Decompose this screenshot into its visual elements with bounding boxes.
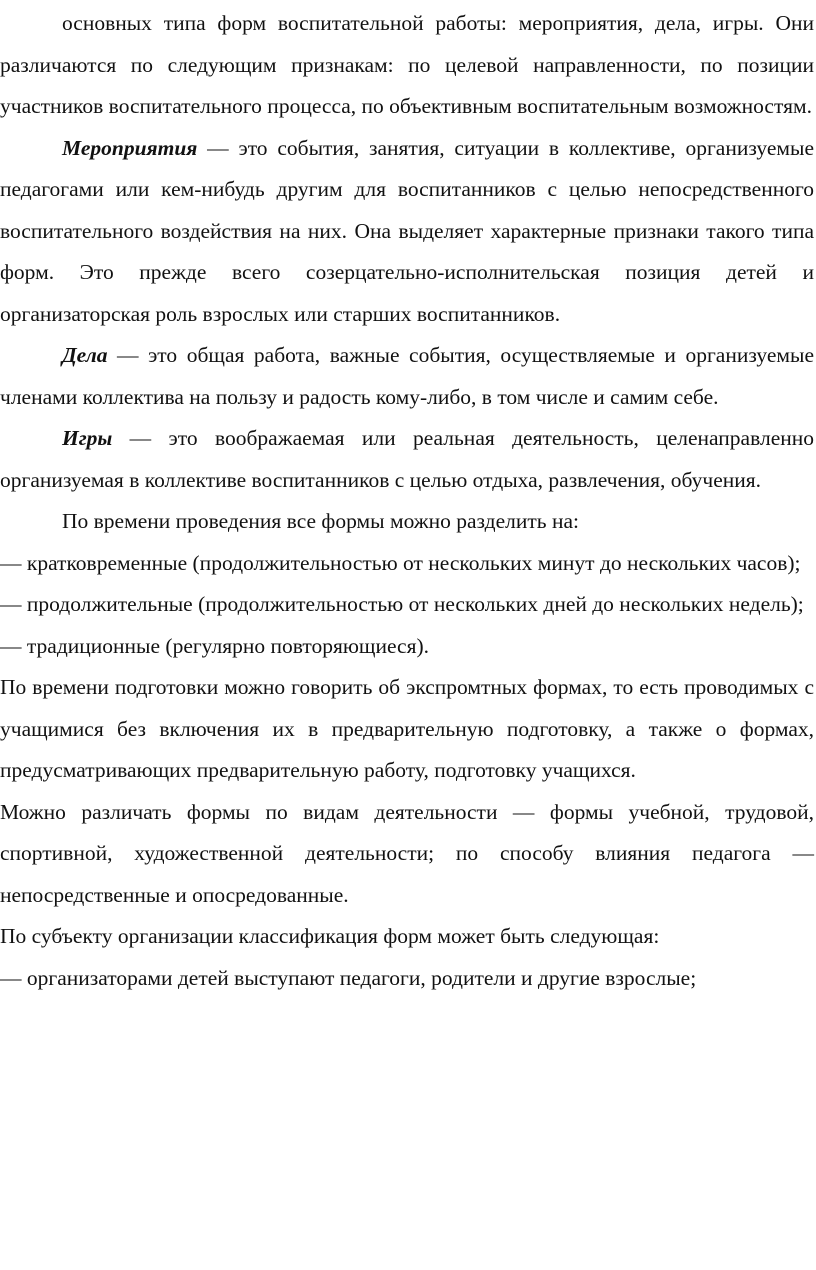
paragraph-text: — это общая работа, важные события, осуществляемые и организуемые членами коллектива на пользу и радость кому-либо, в том числе и самим себе.: [0, 343, 814, 409]
paragraph-events: [0, 128, 814, 336]
list-item-short-term: [0, 543, 814, 585]
paragraph-deeds: [0, 335, 814, 418]
paragraph-activity-types: [0, 792, 814, 917]
term-deeds: Дела: [62, 343, 108, 367]
list-item-text: — кратковременные (продолжительностью от нескольких минут до нескольких часов);: [0, 550, 801, 575]
paragraph-subject-intro: [0, 916, 814, 958]
paragraph-intro: [0, 3, 814, 128]
list-item-text: — традиционные (регулярно повторяющиеся).: [0, 633, 430, 658]
paragraph-text: основных типа форм воспитательной работы: мероприятия, дела, игры. Они различаются по следующим признакам: по целевой направленности, по позиции участников воспитательного процесса, по объективным воспитательным возможностям.: [0, 11, 814, 118]
paragraph-preparation: [0, 667, 814, 792]
paragraph-text: — это воображаемая или реальная деятельность, целенаправленно организуемая в коллективе воспитанников с целью отдыха, развлечения, обучения.: [0, 426, 814, 492]
list-item-organizers: [0, 958, 814, 1000]
list-item-text: — продолжительные (продолжительностью от нескольких дней до нескольких недель);: [0, 592, 804, 616]
list-item-long-term: [0, 584, 814, 626]
list-item-text: — организаторами детей выступают педагоги, родители и другие взрослые;: [0, 965, 697, 990]
paragraph-games: [0, 418, 814, 501]
paragraph-text: — это события, занятия, ситуации в коллективе, организуемые педагогами или кем-нибудь другим для воспитанников с целью непосредственного воспитательного воздействия на них. Она выделяет характерные признаки такого типа форм. Это прежде всего созерцательно-исполнительская позиция детей и организаторская роль взрослых или старших воспитанников.: [0, 135, 814, 326]
term-games: Игры: [62, 426, 113, 450]
paragraph-text: По субъекту организации классификация форм может быть следующая:: [0, 924, 660, 948]
paragraph-text: Можно различать формы по видам деятельности — формы учебной, трудовой, спортивной, художественной деятельности; по способу влияния педагога — непосредственные и опосредованные.: [0, 799, 814, 907]
list-item-traditional: [0, 626, 814, 668]
paragraph-text: По времени подготовки можно говорить об экспромтных формах, то есть проводимых с учащимися без включения их в предварительную подготовку, а также о формах, предусматривающих предварительную работу, подготовку учащихся.: [0, 675, 814, 782]
term-events: Мероприятия: [62, 135, 198, 160]
paragraph-time-intro: [0, 501, 814, 543]
paragraph-text: По времени проведения все формы можно разделить на:: [62, 509, 579, 533]
